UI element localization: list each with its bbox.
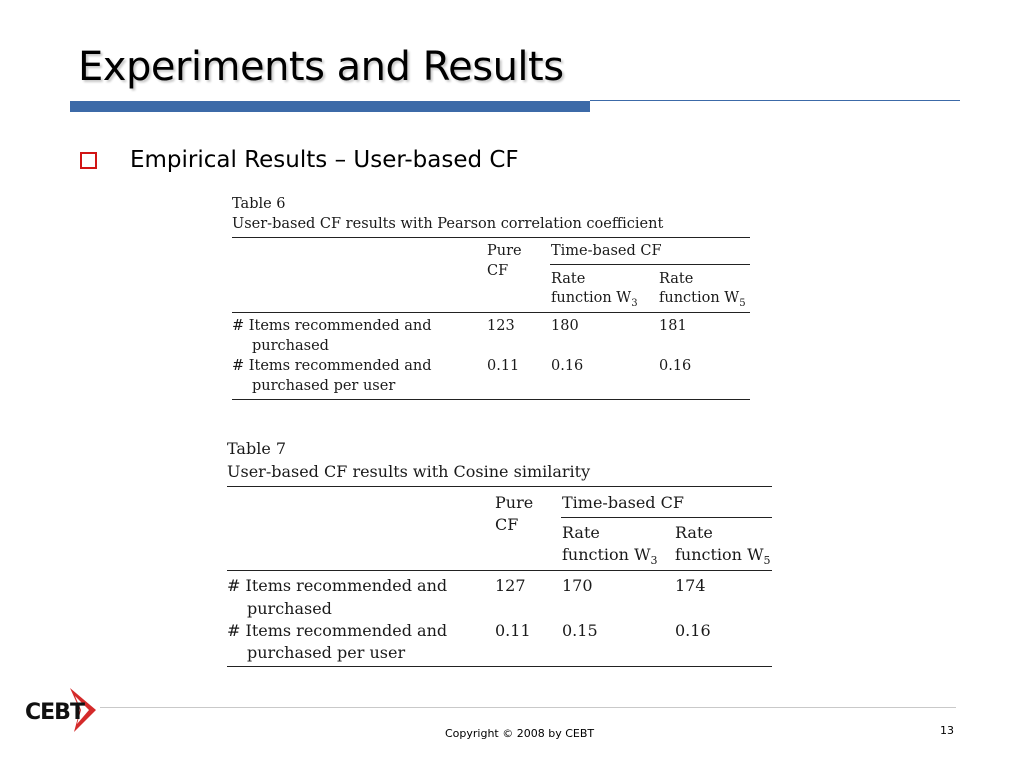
- cell-w5: 181: [659, 318, 687, 334]
- table-rule-mid: [227, 570, 772, 571]
- column-header-w5: function $W_5$: [675, 545, 771, 568]
- table-caption: User-based CF results with Pearson correlation coefficient: [232, 216, 664, 232]
- column-header-w5: function $W_5$: [659, 290, 746, 309]
- cell-w3: 180: [551, 318, 579, 334]
- table-rule-group: [561, 517, 772, 518]
- cell-w3: 0.15: [562, 621, 598, 640]
- column-header-pure: Pure: [495, 493, 534, 512]
- footer-divider: [100, 707, 956, 708]
- column-header-w3: function $W_3$: [551, 290, 638, 309]
- logo-text: CEBT: [25, 700, 84, 725]
- column-group-header: Time-based CF: [551, 243, 662, 259]
- column-header-w5: Rate: [659, 271, 694, 287]
- table-rule-bottom: [227, 666, 772, 667]
- bullet-text: Empirical Results – User-based CF: [130, 147, 519, 173]
- row-label: # Items recommended and: [227, 576, 448, 595]
- table-rule-top: [227, 486, 772, 487]
- row-label: # Items recommended and: [227, 621, 448, 640]
- column-header-w5: Rate: [675, 523, 713, 542]
- column-header-w3: function $W_3$: [562, 545, 658, 568]
- cell-pure: 0.11: [487, 358, 520, 374]
- cell-w5: 0.16: [675, 621, 711, 640]
- column-header-pure: Pure: [487, 243, 522, 259]
- row-label: # Items recommended and: [232, 358, 432, 374]
- hollow-square-bullet-icon: [80, 152, 97, 169]
- row-label: purchased: [252, 338, 329, 354]
- column-header-pure: CF: [495, 515, 519, 534]
- table-rule-top: [232, 237, 750, 238]
- title-underline-thin: [590, 100, 960, 101]
- row-label: purchased: [247, 599, 332, 618]
- cell-w3: 170: [562, 576, 593, 595]
- table-label: Table 7: [227, 439, 287, 458]
- column-group-header: Time-based CF: [562, 493, 684, 512]
- page-number: 13: [940, 724, 954, 737]
- column-header-w3: Rate: [562, 523, 600, 542]
- table-6: [232, 196, 752, 401]
- table-rule-mid: [232, 312, 750, 313]
- table-7: [227, 439, 773, 669]
- cell-w3: 0.16: [551, 358, 584, 374]
- title-underline-thick: [70, 101, 590, 112]
- row-label: purchased per user: [247, 643, 406, 662]
- table-rule-group: [550, 264, 750, 265]
- copyright-text: Copyright © 2008 by CEBT: [445, 727, 595, 740]
- cell-pure: 0.11: [495, 621, 531, 640]
- cebt-logo-icon: [22, 682, 102, 736]
- row-label: purchased per user: [252, 378, 396, 394]
- slide-title: Experiments and Results: [78, 44, 564, 90]
- table-label: Table 6: [232, 196, 286, 212]
- table-caption: User-based CF results with Cosine similarity: [227, 462, 591, 481]
- row-label: # Items recommended and: [232, 318, 432, 334]
- cell-w5: 174: [675, 576, 706, 595]
- cell-w5: 0.16: [659, 358, 692, 374]
- column-header-pure: CF: [487, 263, 509, 279]
- cell-pure: 127: [495, 576, 526, 595]
- column-header-w3: Rate: [551, 271, 586, 287]
- bullet-item: [80, 143, 519, 177]
- cell-pure: 123: [487, 318, 515, 334]
- table-rule-bottom: [232, 399, 750, 400]
